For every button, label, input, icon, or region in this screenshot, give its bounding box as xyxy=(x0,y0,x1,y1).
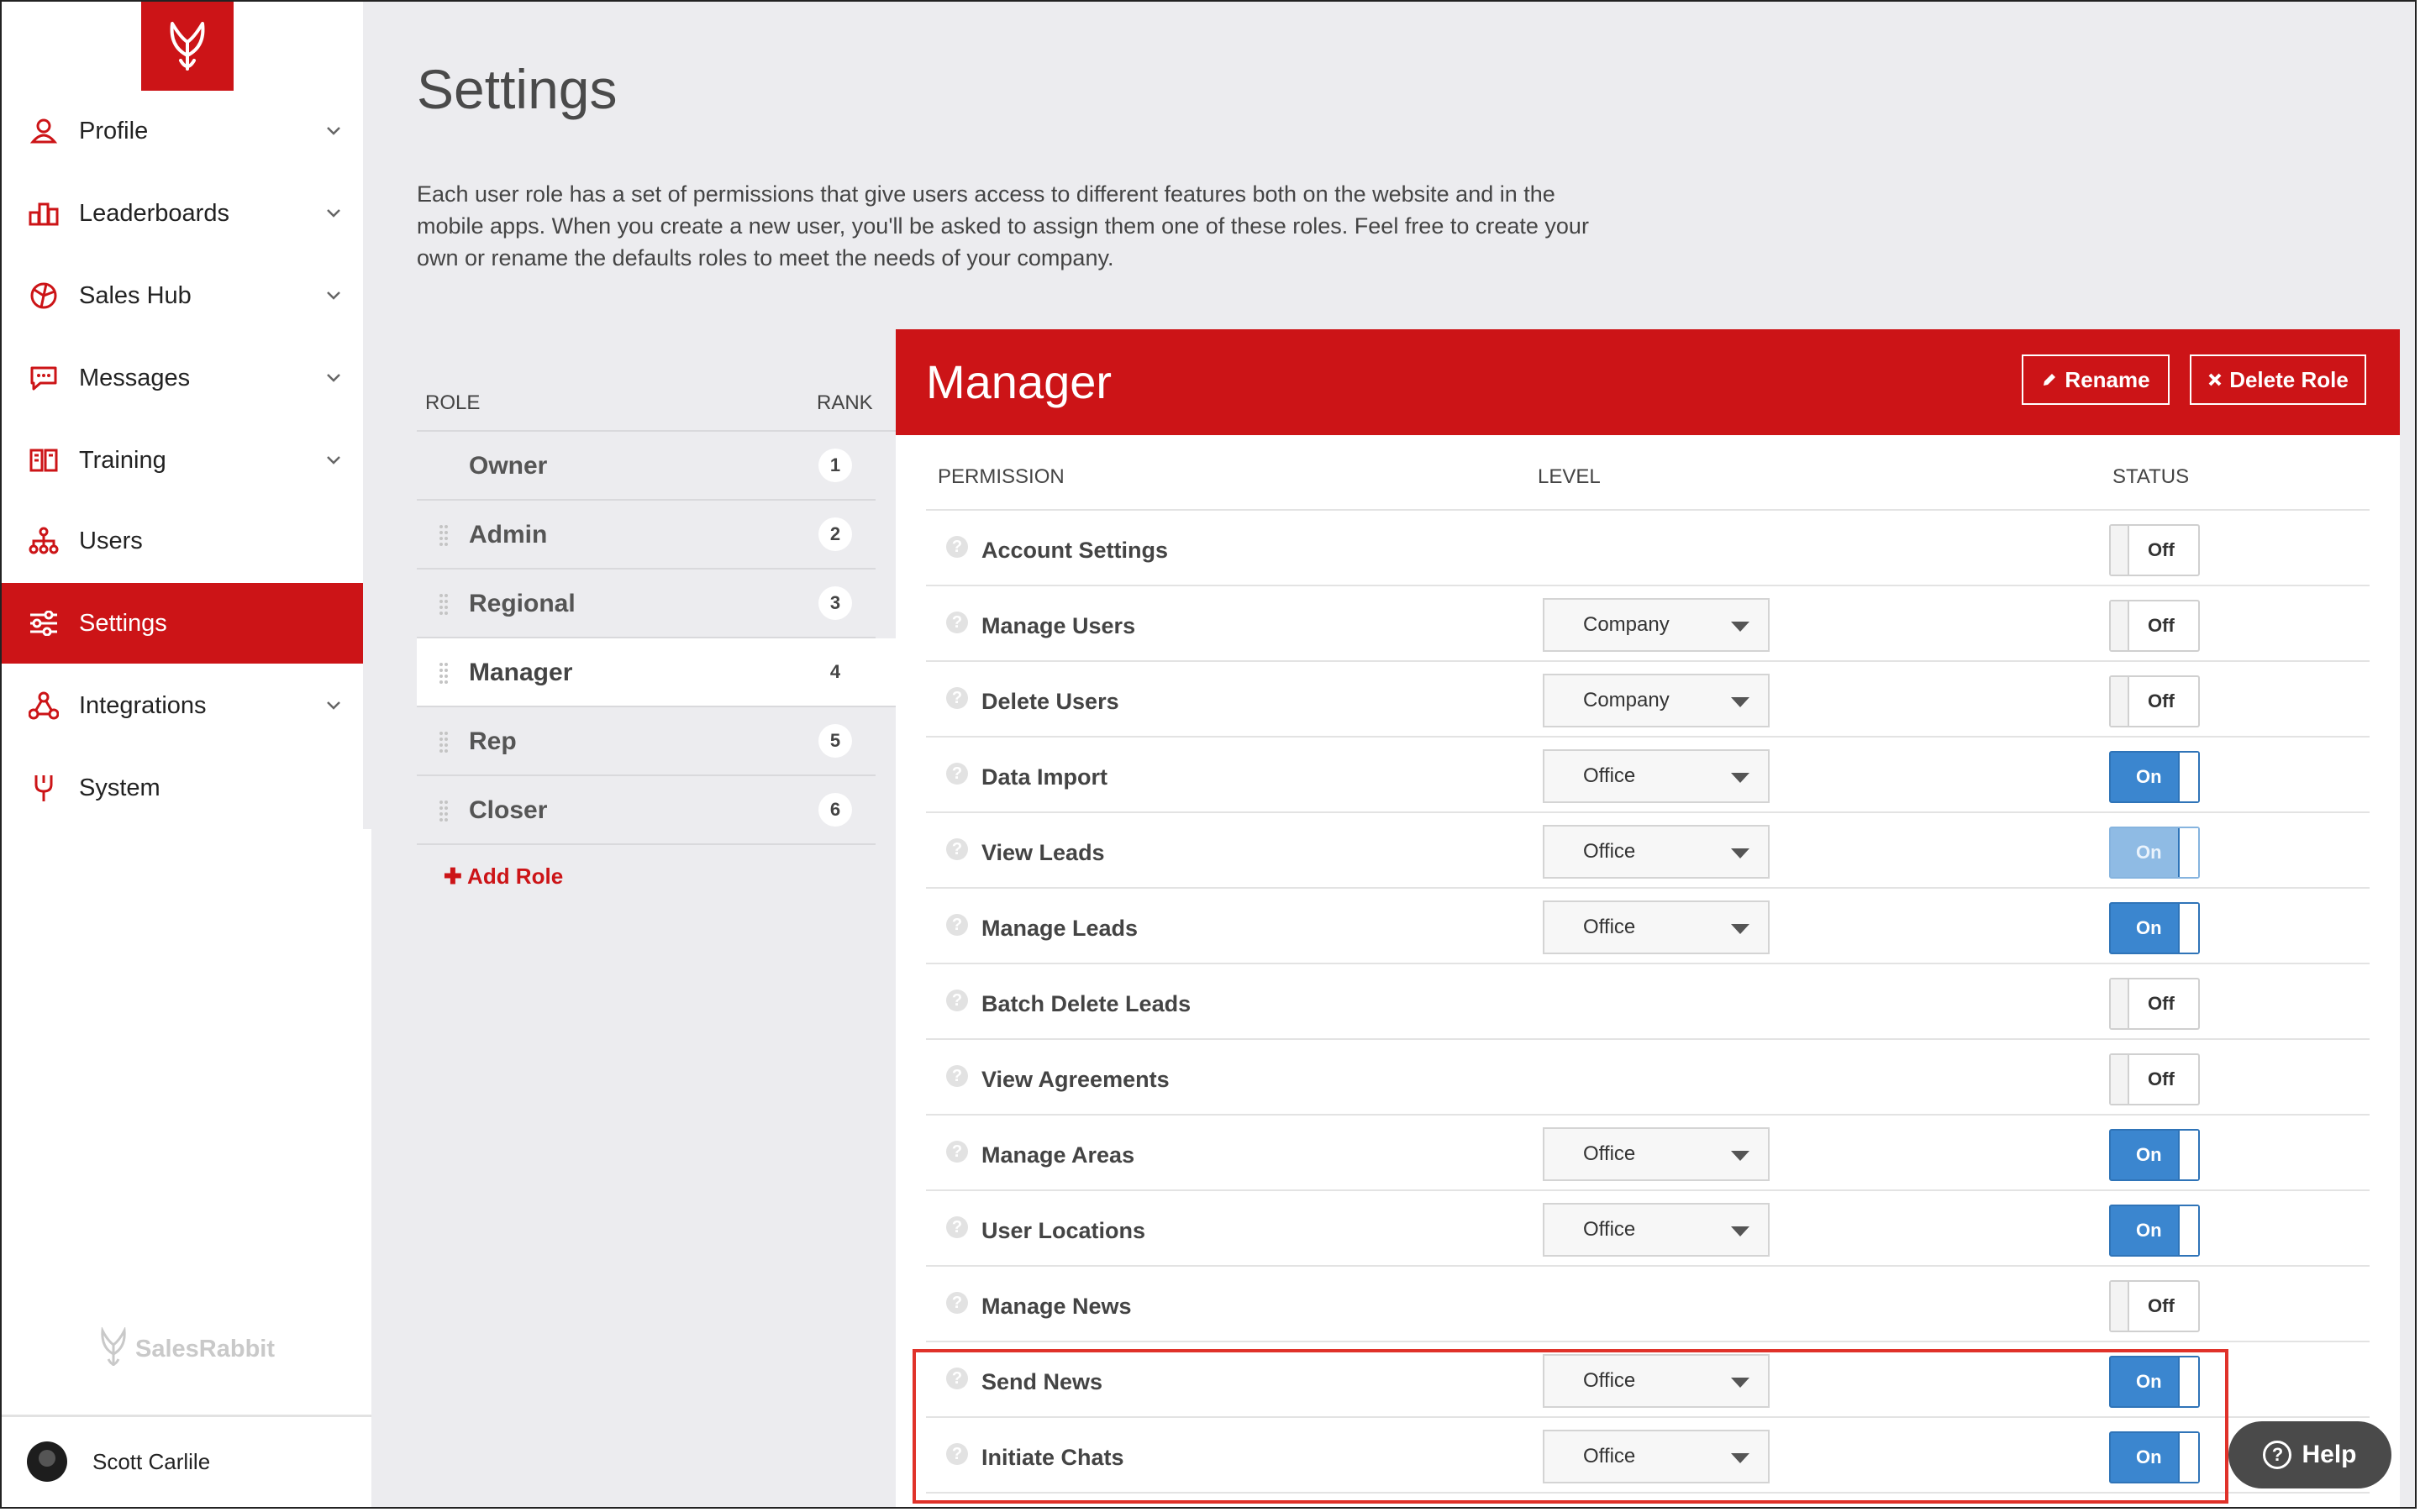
toggle-knob xyxy=(2111,1282,2129,1331)
help-circle-icon[interactable]: ? xyxy=(946,536,968,558)
help-circle-icon[interactable]: ? xyxy=(946,990,968,1011)
permission-name: Manage News xyxy=(981,1294,1132,1319)
sidebar-item-messages[interactable] xyxy=(2,338,371,418)
toggle-knob xyxy=(2178,753,2198,801)
brand-mark xyxy=(98,1327,275,1371)
permission-name: Initiate Chats xyxy=(981,1445,1124,1470)
role-rank-badge: 6 xyxy=(818,793,852,827)
sidebar-item-training[interactable] xyxy=(2,420,371,501)
sliders-icon xyxy=(27,606,60,640)
role-title: Manager xyxy=(926,355,1113,408)
roles-header-role: ROLE xyxy=(425,391,481,414)
status-toggle[interactable] xyxy=(2109,1280,2200,1332)
toggle-label: Off xyxy=(2148,539,2175,560)
user-profile[interactable] xyxy=(27,1441,210,1482)
toggle-knob xyxy=(2111,526,2129,575)
sidebar xyxy=(2,2,371,1509)
toggle-label: On xyxy=(2136,766,2162,787)
drag-handle-icon[interactable] xyxy=(439,731,449,753)
level-select[interactable] xyxy=(1543,1354,1770,1408)
add-role-label: Add Role xyxy=(467,864,564,889)
level-value: Office xyxy=(1583,840,1636,863)
caret-down-icon xyxy=(1731,1151,1749,1161)
main-content xyxy=(371,2,2415,1509)
role-row-owner[interactable] xyxy=(417,432,876,501)
toggle-knob xyxy=(2178,1131,2198,1179)
toggle-label: Off xyxy=(2148,993,2175,1014)
status-toggle[interactable] xyxy=(2109,827,2200,879)
status-toggle[interactable] xyxy=(2109,600,2200,652)
chevron-down-icon[interactable] xyxy=(323,367,345,389)
rabbit-logo-icon xyxy=(164,17,211,76)
level-value: Company xyxy=(1583,689,1670,711)
sidebar-item-label: Settings xyxy=(79,609,167,637)
toggle-knob xyxy=(2111,979,2129,1028)
help-circle-icon[interactable]: ? xyxy=(946,914,968,936)
chevron-down-icon[interactable] xyxy=(323,695,345,717)
role-name: Manager xyxy=(469,659,573,686)
permission-row xyxy=(926,738,2370,813)
brand-rabbit-icon xyxy=(98,1327,129,1371)
level-select[interactable] xyxy=(1543,598,1770,652)
toggle-label: On xyxy=(2136,1144,2162,1165)
permission-row xyxy=(926,964,2370,1040)
role-row-admin[interactable] xyxy=(417,501,876,570)
toggle-label: On xyxy=(2136,1446,2162,1467)
sidebar-item-label: Integrations xyxy=(79,691,207,719)
toggle-knob xyxy=(2178,904,2198,953)
caret-down-icon xyxy=(1731,1378,1749,1388)
avatar xyxy=(27,1441,67,1482)
role-name: Regional xyxy=(469,590,576,617)
toggle-knob xyxy=(2178,1433,2198,1482)
chat-icon xyxy=(27,361,60,395)
toggle-label: Off xyxy=(2148,690,2175,711)
permission-row xyxy=(926,1267,2370,1342)
help-circle-icon[interactable]: ? xyxy=(946,1141,968,1163)
integrations-icon xyxy=(27,689,60,722)
drag-handle-icon[interactable] xyxy=(439,662,449,684)
toggle-label: Off xyxy=(2148,615,2175,636)
roles-list xyxy=(417,376,896,889)
permission-name: Manage Areas xyxy=(981,1142,1135,1168)
permission-name: View Leads xyxy=(981,840,1105,865)
chevron-down-icon[interactable] xyxy=(323,449,345,471)
toggle-knob xyxy=(2178,1206,2198,1255)
sidebar-item-label: Sales Hub xyxy=(79,281,192,309)
caret-down-icon xyxy=(1731,848,1749,858)
rename-label: Rename xyxy=(2065,366,2150,392)
book-icon xyxy=(27,444,60,477)
drag-handle-icon[interactable] xyxy=(439,524,449,546)
toggle-knob xyxy=(2111,1055,2129,1104)
level-value: Office xyxy=(1583,1369,1636,1392)
permission-name: Send News xyxy=(981,1369,1103,1394)
permission-name: Account Settings xyxy=(981,538,1169,563)
caret-down-icon xyxy=(1731,697,1749,707)
drag-handle-icon[interactable] xyxy=(439,800,449,822)
help-circle-icon[interactable]: ? xyxy=(946,1443,968,1465)
role-permissions-panel xyxy=(896,329,2400,1509)
sidebar-item-profile[interactable] xyxy=(2,91,371,171)
role-rank-badge: 4 xyxy=(829,661,841,682)
status-toggle[interactable] xyxy=(2109,902,2200,954)
toggle-label: Off xyxy=(2148,1295,2175,1316)
level-select[interactable] xyxy=(1543,900,1770,954)
level-value: Office xyxy=(1583,1142,1636,1165)
sidebar-item-sales-hub[interactable] xyxy=(2,255,371,336)
permission-name: Manage Users xyxy=(981,613,1136,638)
level-value: Office xyxy=(1583,916,1636,938)
delete-role-button[interactable] xyxy=(2190,354,2366,405)
caret-down-icon xyxy=(1731,622,1749,632)
permission-row xyxy=(926,586,2370,662)
toggle-label: On xyxy=(2136,917,2162,938)
level-select[interactable] xyxy=(1543,674,1770,727)
toggle-label: On xyxy=(2136,842,2162,863)
caret-down-icon xyxy=(1731,924,1749,934)
org-chart-icon xyxy=(27,524,60,558)
help-circle-icon[interactable]: ? xyxy=(946,1368,968,1389)
permission-row xyxy=(926,1116,2370,1191)
roles-header xyxy=(417,376,896,432)
level-select[interactable] xyxy=(1543,1430,1770,1483)
permissions-table-header xyxy=(926,435,2370,511)
status-toggle[interactable] xyxy=(2109,1205,2200,1257)
permission-row xyxy=(926,813,2370,889)
rename-button[interactable] xyxy=(2022,354,2170,405)
level-select[interactable] xyxy=(1543,1203,1770,1257)
help-circle-icon[interactable]: ? xyxy=(946,687,968,709)
leaderboard-icon xyxy=(27,197,60,230)
sidebar-item-label: Training xyxy=(79,446,166,474)
role-row-rep[interactable] xyxy=(417,707,876,776)
level-select[interactable] xyxy=(1543,749,1770,803)
drag-handle-icon[interactable] xyxy=(439,593,449,615)
help-circle-icon[interactable]: ? xyxy=(946,612,968,633)
close-icon xyxy=(2207,372,2223,387)
status-toggle[interactable] xyxy=(2109,675,2200,727)
toggle-label: Off xyxy=(2148,1068,2175,1089)
permission-name: Manage Leads xyxy=(981,916,1139,941)
person-icon xyxy=(27,114,60,148)
toggle-label: On xyxy=(2136,1220,2162,1241)
sidebar-item-leaderboards[interactable] xyxy=(2,173,371,254)
toggle-knob xyxy=(2178,828,2198,877)
level-select[interactable] xyxy=(1543,1127,1770,1181)
role-name: Rep xyxy=(469,727,517,755)
role-rank-badge: 1 xyxy=(818,449,852,482)
help-button[interactable] xyxy=(2228,1421,2391,1488)
role-row-regional[interactable] xyxy=(417,570,876,638)
permission-row xyxy=(926,511,2370,586)
status-toggle[interactable] xyxy=(2109,978,2200,1030)
permission-name: User Locations xyxy=(981,1218,1146,1243)
permission-name: Batch Delete Leads xyxy=(981,991,1192,1016)
help-circle-icon[interactable]: ? xyxy=(946,763,968,785)
level-value: Office xyxy=(1583,1218,1636,1241)
sidebar-item-system[interactable] xyxy=(2,748,371,828)
help-icon: ? xyxy=(2263,1441,2291,1469)
col-permission: PERMISSION xyxy=(938,465,1065,488)
permission-name: Data Import xyxy=(981,764,1108,790)
add-role-button[interactable]: ✚ Add Role xyxy=(444,864,564,889)
sidebar-item-integrations[interactable] xyxy=(2,665,371,746)
role-name: Admin xyxy=(469,521,548,549)
pencil-icon xyxy=(2041,371,2058,388)
app-logo[interactable] xyxy=(141,2,234,91)
role-name: Closer xyxy=(469,796,548,824)
permission-name: Delete Users xyxy=(981,689,1119,714)
brand-name: SalesRabbit xyxy=(135,1335,275,1362)
toggle-label: On xyxy=(2136,1371,2162,1392)
status-toggle[interactable] xyxy=(2109,1431,2200,1483)
user-separator xyxy=(2,1415,371,1417)
permission-name: View Agreements xyxy=(981,1067,1170,1092)
help-circle-icon[interactable]: ? xyxy=(946,838,968,860)
help-circle-icon[interactable]: ? xyxy=(946,1065,968,1087)
level-select[interactable] xyxy=(1543,825,1770,879)
help-label: Help xyxy=(2302,1441,2357,1468)
level-value: Office xyxy=(1583,764,1636,787)
caret-down-icon xyxy=(1731,773,1749,783)
help-circle-icon[interactable]: ? xyxy=(946,1216,968,1238)
role-row-closer[interactable] xyxy=(417,776,876,845)
permission-row xyxy=(926,1418,2370,1494)
chevron-down-icon[interactable] xyxy=(323,202,345,224)
status-toggle[interactable] xyxy=(2109,524,2200,576)
permission-row xyxy=(926,662,2370,738)
sidebar-item-users[interactable] xyxy=(2,501,371,581)
level-value: Company xyxy=(1583,613,1670,636)
role-rank-badge: 2 xyxy=(818,517,852,551)
chevron-down-icon[interactable] xyxy=(323,285,345,307)
delete-role-label: Delete Role xyxy=(2229,366,2349,392)
status-toggle[interactable] xyxy=(2109,1053,2200,1105)
role-name: Owner xyxy=(469,452,548,480)
caret-down-icon xyxy=(1731,1453,1749,1463)
page-intro: Each user role has a set of permissions that give users access to different features both on the website and in the mobile apps. When you create a new user, you'll be asked to assign them one of these roles. Feel free to create your own or rename the defaults roles to meet the needs of your company. xyxy=(417,181,1589,270)
status-toggle[interactable] xyxy=(2109,751,2200,803)
permission-row xyxy=(926,1342,2370,1418)
permission-row xyxy=(926,1191,2370,1267)
toggle-knob xyxy=(2111,677,2129,726)
panel-header xyxy=(896,329,2400,435)
sidebar-item-label: Messages xyxy=(79,364,191,391)
user-name: Scott Carlile xyxy=(92,1448,211,1474)
sidebar-item-label: Leaderboards xyxy=(79,199,229,227)
status-toggle[interactable] xyxy=(2109,1129,2200,1181)
role-row-manager[interactable] xyxy=(417,638,896,707)
caret-down-icon xyxy=(1731,1226,1749,1236)
plug-icon xyxy=(27,771,60,805)
col-level: LEVEL xyxy=(1538,465,1601,488)
level-value: Office xyxy=(1583,1445,1636,1467)
toggle-knob xyxy=(2178,1357,2198,1406)
chevron-down-icon[interactable] xyxy=(323,120,345,142)
sidebar-item-label: Profile xyxy=(79,117,149,144)
role-rank-badge: 5 xyxy=(818,724,852,758)
permission-row xyxy=(926,1040,2370,1116)
permission-row xyxy=(926,889,2370,964)
roles-header-rank: RANK xyxy=(817,391,873,414)
toggle-knob xyxy=(2111,601,2129,650)
permissions-table xyxy=(926,435,2370,1494)
sidebar-item-label: Users xyxy=(79,527,143,554)
role-rank-badge: 3 xyxy=(818,586,852,620)
sidebar-item-settings[interactable] xyxy=(2,583,371,664)
status-toggle[interactable] xyxy=(2109,1356,2200,1408)
col-status: STATUS xyxy=(2112,465,2190,488)
globe-icon xyxy=(27,279,60,312)
page-title: Settings xyxy=(417,58,618,120)
help-circle-icon[interactable]: ? xyxy=(946,1292,968,1314)
sidebar-item-label: System xyxy=(79,774,160,801)
